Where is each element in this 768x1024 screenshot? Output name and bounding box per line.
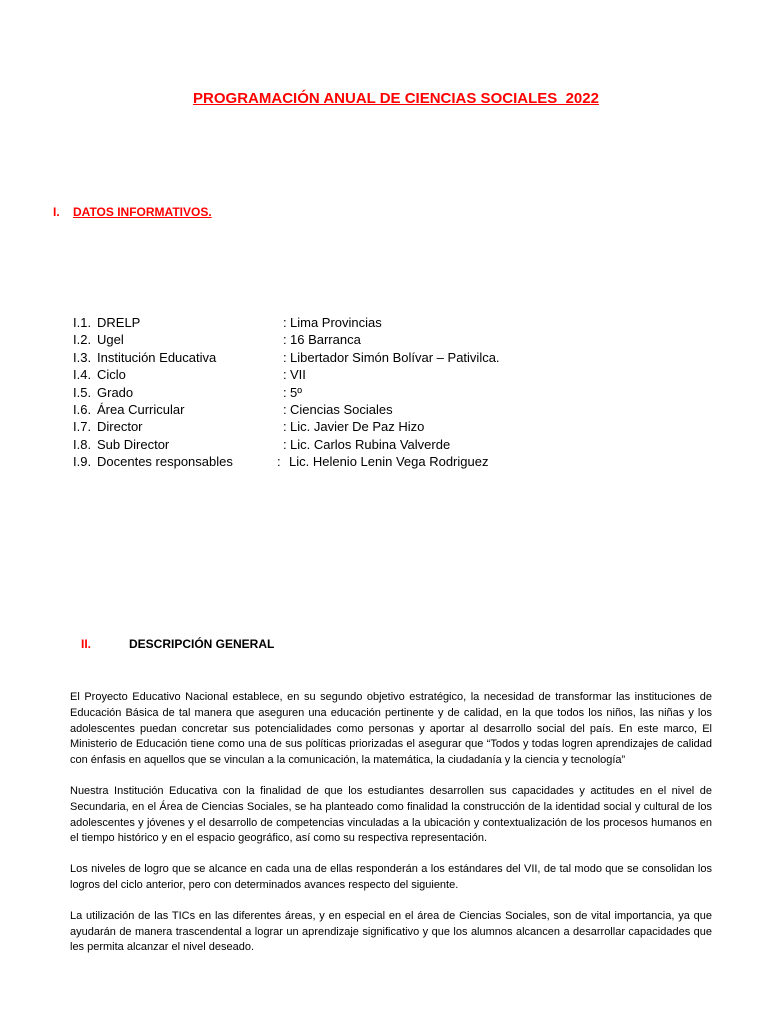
info-row-drelp [73,314,693,331]
section-2-title: DESCRIPCIÓN GENERAL [129,637,275,651]
informative-data-list [73,314,693,471]
info-row-ciclo [73,366,693,383]
info-label: Sub Director [97,436,170,452]
info-row-institucion [73,349,693,366]
info-label: Institución Educativa [97,349,217,365]
info-value: 5º [290,384,302,400]
info-number: I.7. [73,419,92,435]
section-1-heading [53,205,212,219]
info-value: Lima Provincias [290,315,382,330]
paragraph: El Proyecto Educativo Nacional establece, en su segundo objetivo estratégico, la necesidad de transformar las instituciones de Educación Básica de tal manera que aseguren una educación pertinente y de calidad, en la que todos los niños, las niñas y los adolescentes puedan concretar sus potencialidades como personas y aportar al desarrollo social del país. En este marco, El Ministerio de Educación tiene como una de sus políticas priorizadas el asegurar que “Todos y todas logren aprendizajes de calidad con énfasis en aquellos que se vinculan a la comunicación, la matemática, la ciudadanía y la ciencia y tecnología” [70,691,712,767]
info-label: Ciclo [97,367,126,383]
general-description-body [70,690,712,971]
info-row-docentes [73,453,693,470]
info-row-director [73,418,693,435]
info-colon: : [283,419,287,435]
info-label: Ugel [97,332,124,348]
info-colon: : [283,401,287,417]
info-colon: : [277,454,281,470]
info-colon: : [283,384,287,400]
info-value: 16 Barranca [290,332,361,348]
info-number: I.6. [73,401,92,417]
info-label: Director [97,419,143,435]
info-colon: : [283,367,287,383]
info-colon: : [283,315,287,330]
info-number: I.4. [73,367,92,383]
paragraph: Los niveles de logro que se alcance en cada una de ellas responderán a los estándares del VII, de tal modo que se consolidan los logros del ciclo anterior, pero con determinados avances respecto del siguiente. [70,863,712,891]
info-row-subdirector [73,436,693,453]
document-title: PROGRAMACIÓN ANUAL DE CIENCIAS SOCIALES 2022 [193,90,599,107]
info-value: Lic. Carlos Rubina Valverde [290,436,451,452]
info-row-area [73,401,693,418]
info-label: Docentes responsables [97,454,233,470]
info-label: Área Curricular [97,401,185,417]
info-colon: : [283,349,287,365]
info-number: I.8. [73,436,92,452]
info-row-ugel [73,331,693,348]
info-label: DRELP [97,315,141,330]
section-2-number: II. [81,637,92,651]
section-2-heading [81,637,274,651]
info-number: I.3. [73,349,92,365]
info-value: Lic. Helenio Lenin Vega Rodriguez [289,454,489,470]
info-label: Grado [97,384,134,400]
info-value: Lic. Javier De Paz Hizo [290,419,425,435]
info-colon: : [283,332,287,348]
info-number: I.5. [73,384,92,400]
info-value: VII [290,367,306,383]
info-number: I.1. [73,315,92,330]
paragraph: La utilización de las TICs en las diferentes áreas, y en especial en el área de Ciencias Sociales, son de vital importancia, ya que ayudarán de manera trascendental a lograr un aprendizaje significativo y que los alumnos alcancen a desarrollar capacidades que les permita alcanzar el nivel deseado. [70,909,712,954]
info-row-grado [73,384,693,401]
paragraph: Nuestra Institución Educativa con la finalidad de que los estudiantes desarrollen sus capacidades y actitudes en el nivel de Secundaria, en el Área de Ciencias Sociales, se ha planteado como finalidad la construcción de la identidad social y cultural de los adolescentes y jóvenes y el desarrollo de competencias vinculadas a la ubicación y contextualización de los procesos humanos en el tiempo histórico y en el espacio geográfico, así como su respectiva representación. [70,784,712,845]
section-1-number: I. [53,205,60,219]
section-1-title: DATOS INFORMATIVOS. [73,205,212,219]
info-colon: : [283,436,287,452]
info-number: I.9. [73,454,92,470]
info-value: Libertador Simón Bolívar – Pativilca. [290,349,500,365]
info-value: Ciencias Sociales [290,401,393,417]
info-number: I.2. [73,332,92,348]
